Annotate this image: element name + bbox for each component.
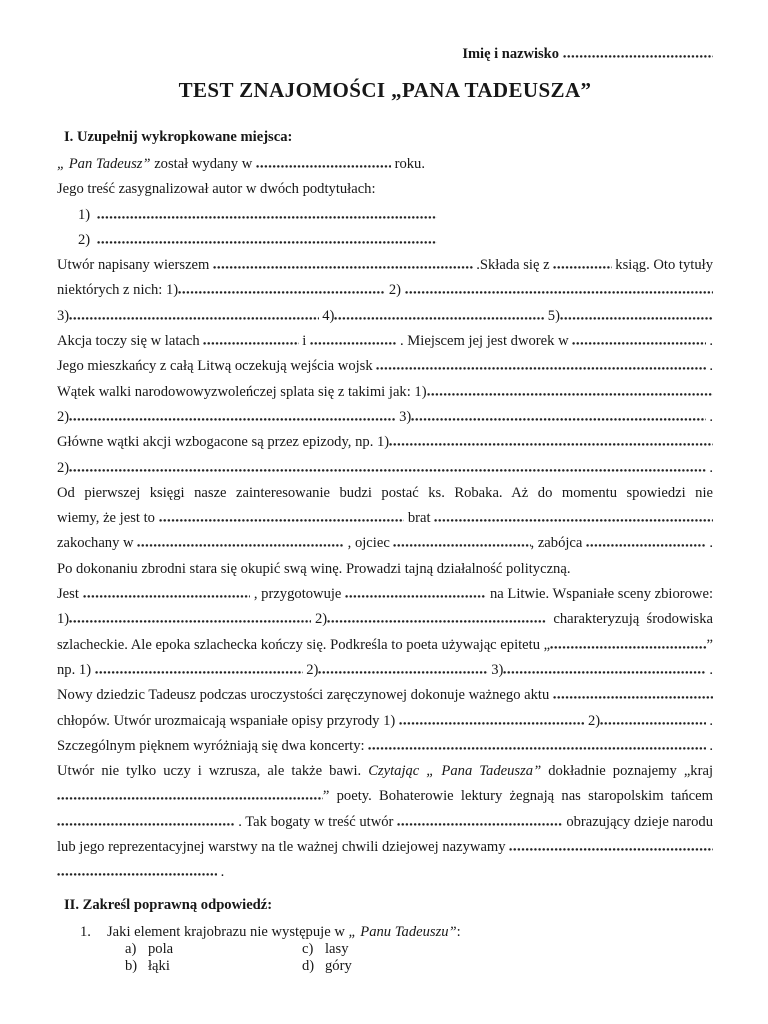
line-text: charakteryzują środowiska [546, 611, 713, 628]
form-line [57, 308, 713, 333]
dotted-blank [368, 747, 705, 750]
form-line [57, 662, 713, 687]
italic-text: „ Pan Tadeusz” [57, 156, 151, 172]
form-line [57, 535, 713, 560]
dotted-blank [137, 544, 344, 547]
multiple-choice-section [57, 923, 713, 976]
line-text: Jaki element krajobrazu nie występuje w [107, 923, 349, 940]
form-line [57, 409, 713, 434]
dotted-blank [427, 393, 713, 396]
option-text: pola [148, 940, 174, 957]
dotted-blank [503, 671, 705, 674]
form-line [57, 713, 713, 738]
form-line [57, 510, 713, 535]
option-text: łąki [148, 957, 170, 974]
line-text: . [705, 712, 713, 729]
dotted-blank [57, 797, 323, 800]
form-line [57, 434, 713, 459]
line-text: na Litwie. Wspaniałe sceny zbiorowe: [486, 586, 713, 603]
line-text: zakochany w [57, 535, 138, 552]
form-line [57, 814, 713, 839]
line-text: np. 1) [57, 661, 95, 678]
line-text: roku. [390, 156, 425, 172]
question-number: 1. [80, 923, 91, 940]
dotted-blank [600, 722, 706, 725]
line-text: . [217, 864, 225, 881]
line-text: , przygotowuje [250, 586, 346, 603]
line-text: 2) [57, 459, 70, 476]
fill-in-section [57, 156, 713, 890]
line-text: 1) [78, 206, 98, 223]
dotted-blank [393, 544, 530, 547]
dotted-blank [345, 595, 486, 598]
line-text: 2) [385, 282, 405, 299]
form-line [57, 156, 713, 181]
form-line [57, 687, 713, 712]
line-text: . Tak bogaty w treść utwór [234, 813, 398, 830]
line-text: Wątek walki narodowowyzwoleńczej splata się z takimi jak: 1) [57, 383, 427, 400]
line-text: 3) [487, 661, 504, 678]
dotted-blank [95, 671, 303, 674]
form-line [57, 738, 713, 763]
line-text: niektórych z nich: 1) [57, 282, 179, 299]
form-line [57, 384, 713, 409]
line-text: i [298, 333, 310, 350]
line-text: Jest [57, 586, 83, 603]
form-line [57, 358, 713, 383]
form-line [78, 207, 713, 232]
dotted-blank [69, 620, 311, 623]
dotted-blank [405, 291, 713, 294]
form-line [57, 763, 713, 788]
dotted-blank [69, 469, 706, 472]
option-label: d) [302, 957, 315, 974]
dotted-blank [69, 317, 318, 320]
line-text: . [705, 408, 713, 425]
dotted-blank [310, 342, 396, 345]
line-text: brat [404, 510, 435, 527]
dotted-blank [434, 519, 713, 522]
line-text: Szczególnym pięknem wyróżniają się dwa koncerty: [57, 737, 369, 754]
dotted-blank [560, 317, 713, 320]
option-row [125, 941, 713, 958]
line-text: . [705, 535, 713, 552]
dotted-blank [57, 823, 235, 826]
option-row [125, 958, 713, 975]
form-line [57, 611, 713, 636]
line-text: . [705, 459, 713, 476]
line-text: Jego mieszkańcy z całą Litwą oczekują wejścia wojsk [57, 358, 377, 375]
option-c [302, 941, 349, 958]
dotted-blank [553, 696, 713, 699]
dotted-blank [334, 317, 544, 320]
dotted-blank [159, 519, 405, 522]
form-line [57, 460, 713, 485]
page-title: TEST ZNAJOMOŚCI „PANA TADEUSZA” [178, 78, 592, 102]
line-text: . [705, 737, 713, 754]
dotted-blank [376, 367, 705, 370]
line-text: szlacheckie. Ale epoka szlachecka kończy się. Podkreśla to poeta używając epitetu „ [57, 636, 551, 653]
line-text: Akcja toczy się w latach [57, 333, 204, 350]
line-text: Po dokonaniu zbrodni stara się okupić swą winę. Prowadzi tajną działalność polityczną. [57, 560, 571, 577]
line-text: 2) [302, 661, 319, 678]
dotted-blank [213, 266, 473, 269]
line-text: 2) [78, 231, 98, 248]
form-line [57, 257, 713, 282]
name-surname-field [57, 46, 713, 63]
option-d [302, 958, 352, 975]
line-text: lub jego reprezentacyjnej warstwy na tle ważnej chwili dziejowej nazywamy [57, 839, 510, 856]
form-line [78, 232, 713, 257]
dotted-blank [256, 165, 391, 168]
line-text: został wydany w [150, 156, 256, 172]
line-text: , zabójca [530, 535, 587, 552]
dotted-blank [69, 418, 395, 421]
line-text: ” [706, 636, 713, 653]
question [80, 923, 713, 941]
section-2-heading: II. Zakreśl poprawną odpowiedź: [64, 896, 273, 913]
option-label: b) [125, 957, 138, 974]
line-text: wiemy, że jest to [57, 510, 159, 527]
dotted-blank [550, 646, 706, 649]
line-text: Główne wątki akcji wzbogacone są przez epizody, np. 1) [57, 434, 390, 451]
dotted-blank [57, 873, 217, 876]
form-line [57, 839, 713, 864]
dotted-blank [509, 848, 713, 851]
line-text: 2) [57, 408, 70, 425]
form-line [57, 864, 713, 889]
line-text: Od pierwszej księgi nasze zainteresowanie budzi postać ks. Robaka. Aż do momentu spowiedzi nie [57, 484, 713, 501]
line-text: . [705, 358, 713, 375]
dotted-blank [97, 241, 437, 244]
line-text: ” poety. Bohaterowie lektury żegnają nas staropolskim tańcem [322, 788, 713, 805]
line-text: ksiąg. Oto tytuły [611, 257, 713, 274]
option-text: góry [325, 957, 352, 974]
line-text: 3) [57, 307, 70, 324]
italic-text: Czytając „ Pana Tadeusza” [368, 763, 542, 780]
dotted-blank [411, 418, 705, 421]
line-text: 5) [544, 307, 560, 324]
section-1-heading: I. Uzupełnij wykropkowane miejsca: [64, 129, 293, 145]
form-line [57, 485, 713, 510]
line-text: 4) [318, 307, 335, 324]
option-a [125, 941, 302, 958]
dotted-blank [97, 216, 437, 219]
line-text: Jego treść zasygnalizował autor w dwóch podtytułach: [57, 181, 376, 198]
form-line [57, 561, 713, 586]
dotted-blank [178, 291, 385, 294]
line-text: Utwór napisany wierszem [57, 257, 214, 274]
dotted-blank [83, 595, 251, 598]
line-text: chłopów. Utwór urozmaicają wspaniałe opisy przyrody 1) [57, 712, 399, 729]
line-text: . [705, 333, 713, 350]
option-label: a) [125, 940, 137, 957]
line-text: Utwór nie tylko uczy i wzrusza, ale także bawi. [57, 763, 369, 780]
name-dotted-blank [563, 55, 713, 58]
dotted-blank [397, 823, 563, 826]
question-text [107, 923, 461, 941]
name-surname-label: Imię i nazwisko [462, 46, 559, 62]
line-text: obrazujący dzieje narodu [562, 813, 713, 830]
line-text: 3) [395, 408, 412, 425]
line-text: 1) [57, 611, 70, 628]
option-label: c) [302, 940, 314, 957]
line-text: . [705, 661, 714, 678]
option-text: lasy [325, 940, 349, 957]
italic-text: „ Panu Tadeuszu” [348, 923, 457, 940]
form-line [57, 333, 713, 358]
dotted-blank [572, 342, 705, 345]
dotted-blank [327, 620, 546, 623]
line-text: .Składa się z [472, 257, 554, 274]
form-line [57, 282, 713, 307]
form-line [57, 586, 713, 611]
line-text: , ojciec [344, 535, 394, 552]
line-text: 2) [584, 712, 601, 729]
dotted-blank [203, 342, 298, 345]
line-text: : [456, 923, 461, 940]
form-line [57, 637, 713, 662]
line-text: Nowy dziedzic Tadeusz podczas uroczystości zaręczynowej dokonuje ważnego aktu [57, 687, 553, 704]
line-text: 2) [311, 611, 328, 628]
dotted-blank [389, 443, 713, 446]
dotted-blank [586, 544, 706, 547]
form-line [57, 181, 713, 206]
dotted-blank [318, 671, 487, 674]
form-line [57, 788, 713, 813]
dotted-blank [553, 266, 611, 269]
dotted-blank [399, 722, 584, 725]
option-b [125, 958, 302, 975]
line-text: dokładnie poznajemy „kraj [541, 763, 713, 780]
line-text: . Miejscem jej jest dworek w [396, 333, 573, 350]
